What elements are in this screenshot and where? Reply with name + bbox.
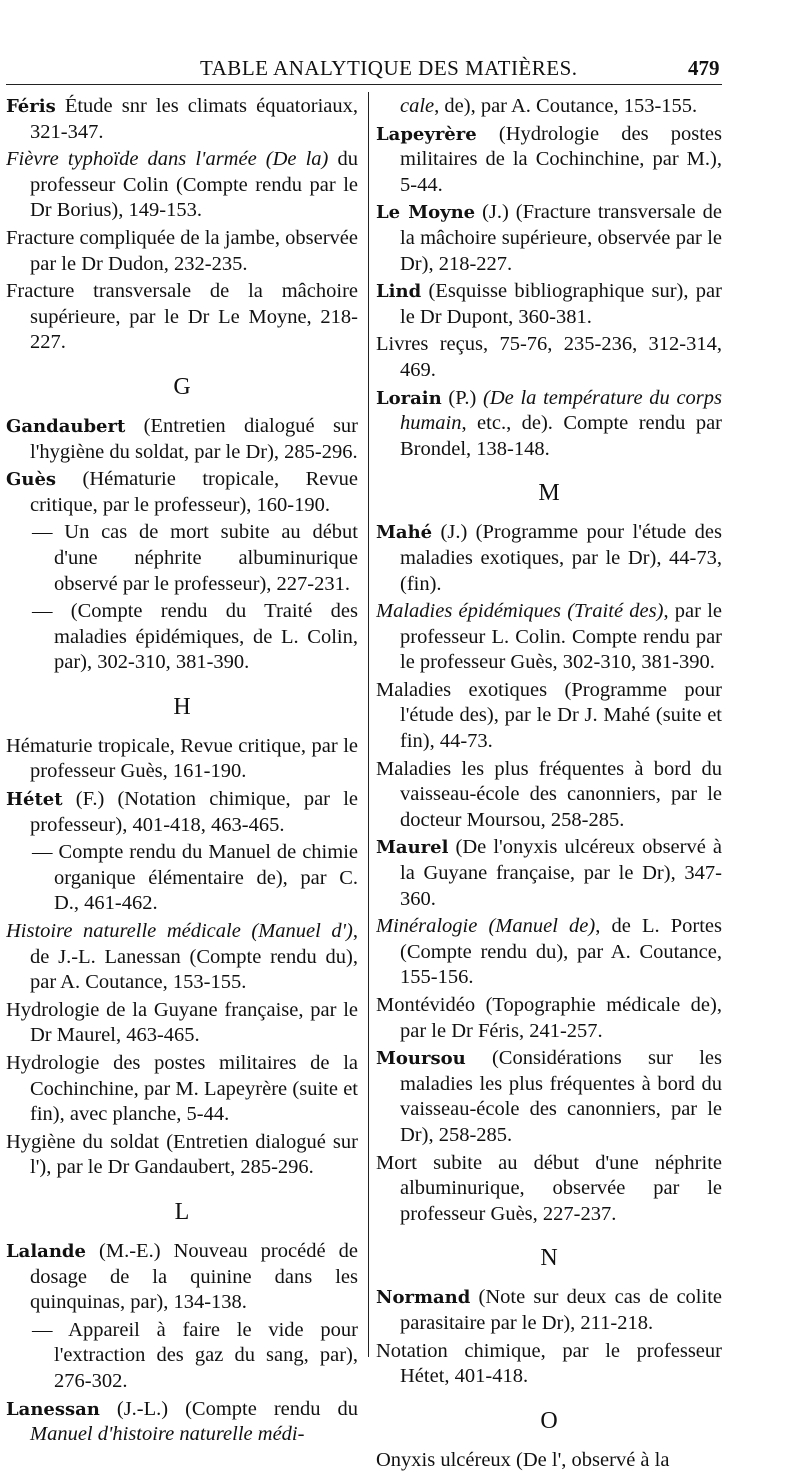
index-entry	[376, 1448, 722, 1474]
index-entry	[6, 787, 358, 838]
entry-text: , etc., de). Compte rendu par Brondel, 138-148.	[400, 412, 722, 460]
entry-text: Livres reçus, 75-76, 235-236, 312-314, 469.	[376, 333, 722, 381]
index-entry	[376, 122, 722, 199]
entry-heading: Lind	[376, 281, 422, 303]
left-column	[6, 94, 358, 1450]
entry-text: Maladies exotiques (Programme pour l'étude des), par le Dr J. Mahé (suite et fin), 44-73.	[376, 678, 722, 753]
index-entry	[376, 678, 722, 755]
index-entry	[6, 94, 358, 145]
entry-heading: Lalande	[6, 1240, 86, 1262]
index-entry	[376, 94, 722, 120]
entry-text: Mort subite au début d'une néphrite albuminurique, observée par le professeur Guès, 227-237.	[376, 1151, 722, 1225]
column-divider	[368, 92, 369, 1357]
entry-heading: Normand	[376, 1287, 471, 1309]
index-entry	[376, 1046, 722, 1148]
entry-heading: Hétet	[6, 789, 63, 811]
index-entry	[376, 200, 722, 277]
section-letter: O	[540, 1407, 558, 1434]
entry-text: Étude snr les climats équatoriaux, 321-347.	[30, 95, 358, 143]
section-letter: H	[173, 693, 191, 720]
entry-heading: Moursou	[376, 1048, 466, 1070]
entry-heading: Lanessan	[6, 1398, 100, 1420]
entry-text: Onyxis ulcéreux (De l', observé à la	[376, 1448, 670, 1471]
index-entry	[376, 835, 722, 912]
entry-heading: Lorain	[376, 387, 442, 409]
entry-text: — Appareil à faire le vide pour l'extraction des gaz du sang, par), 276-302.	[32, 1318, 358, 1392]
entry-title: Traité des maladies épidémiques	[54, 600, 358, 648]
page-number: 479	[688, 56, 720, 80]
entry-text: (P.)	[441, 386, 484, 409]
entry-text: (M.-E.) Nouveau procédé de dosage de la quinine dans les quinquinas, par), 134-138.	[30, 1239, 358, 1314]
section-letter: N	[540, 1245, 558, 1272]
entry-title: Maladies épidémiques (Traité des)	[376, 600, 664, 623]
entry-heading: Maurel	[376, 837, 449, 859]
index-entry	[376, 599, 722, 676]
index-entry	[6, 998, 358, 1049]
index-entry	[6, 279, 358, 356]
entry-text: du professeur Colin (Compte rendu par le Dr Borius), 149-153.	[30, 148, 358, 222]
entry-heading: Gandaubert	[6, 415, 126, 437]
entry-text: (Hématurie tropicale, Revue critique, par le professeur), 160-190.	[30, 468, 358, 516]
section-letter: L	[174, 1198, 190, 1225]
entry-title: cale	[400, 95, 435, 117]
index-entry	[6, 467, 358, 518]
entry-heading: Féris	[6, 96, 56, 117]
right-column	[376, 94, 722, 1475]
section-letter: M	[538, 480, 560, 507]
index-entry	[376, 1339, 722, 1390]
page-header	[0, 52, 800, 86]
index-entry	[376, 993, 722, 1044]
index-entry	[6, 919, 358, 996]
header-rule	[6, 84, 722, 85]
entry-heading: Mahé	[376, 522, 433, 544]
entry-text: , de L. Colin, par), 302-310, 381-390.	[54, 625, 358, 674]
entry-title: Fièvre typhoïde dans l'armée (De la)	[6, 148, 329, 171]
entry-text: (Entretien dialogué sur l'hygiène du soldat, par le Dr), 285-296.	[30, 414, 358, 463]
entry-heading: Le Moyne	[376, 202, 476, 224]
entry-text: — Un cas de mort subite au début d'une néphrite albuminurique observé par le professeur), 227-231.	[32, 521, 358, 595]
index-entry	[376, 757, 722, 834]
entry-text: — Compte rendu du	[32, 841, 209, 864]
entry-title: (De la température du corps humain	[400, 386, 722, 435]
index-subentry	[6, 520, 358, 597]
entry-title: Manuel de chimie organique élémentaire	[54, 841, 358, 889]
entry-title: Histoire naturelle médicale (Manuel d')	[6, 920, 353, 943]
index-entry	[6, 734, 358, 785]
index-subentry	[6, 840, 358, 917]
index-entry	[376, 332, 722, 383]
entry-text: Notation chimique, par le professeur Hétet, 401-418.	[376, 1339, 722, 1388]
entry-text: Fracture compliquée de la jambe, observée par le Dr Dudon, 232-235.	[6, 226, 358, 275]
index-entry	[6, 147, 358, 224]
entry-text: , de L. Portes (Compte rendu du), par A. Coutance, 155-156.	[400, 915, 722, 989]
index-entry	[376, 1285, 722, 1336]
entry-heading: Guès	[6, 469, 57, 491]
entry-text: (Esquisse bibliographique sur), par le Dr Dupont, 360-381.	[400, 280, 722, 328]
index-entry	[6, 226, 358, 277]
index-entry	[6, 1239, 358, 1316]
index-entry	[376, 1151, 722, 1228]
index-entry	[376, 279, 722, 330]
index-subentry	[6, 1318, 358, 1395]
entry-text: de), par C. D., 461-462.	[54, 866, 358, 915]
section-letter: G	[173, 373, 191, 400]
index-entry	[6, 1130, 358, 1181]
index-entry	[6, 1051, 358, 1128]
entry-title: Minéralogie (Manuel de)	[376, 915, 596, 938]
entry-text: Hématurie tropicale, Revue critique, par le professeur Guès, 161-190.	[6, 734, 358, 783]
entry-text: (Hydrologie des postes militaires de la Cochinchine, par M.), 5-44.	[400, 122, 722, 196]
entry-text: (F.) (Notation chimique, par le professeur), 401-418, 463-465.	[30, 788, 358, 836]
entry-text: (Considérations sur les maladies les plus fréquentes à bord du vaisseau-école des canonniers, par le Dr), 258-285.	[400, 1047, 722, 1146]
entry-text: Hygiène du soldat (Entretien dialogué sur l'), par le Dr Gandaubert, 285-296.	[6, 1130, 358, 1179]
running-title: TABLE ANALYTIQUE DES MATIÈRES.	[200, 56, 578, 80]
entry-text: (De l'onyxis ulcéreux observé à la Guyane française, par le Dr), 347-360.	[400, 836, 722, 910]
index-entry	[6, 1397, 358, 1448]
index-entry	[376, 520, 722, 597]
entry-text: Maladies les plus fréquentes à bord du vaisseau-école des canonniers, par le docteur Moursou, 258-285.	[376, 757, 722, 831]
index-entry	[6, 414, 358, 465]
index-subentry	[6, 599, 358, 676]
entry-text: (J.) (Programme pour l'étude des maladies exotiques, par le Dr), 44-73, (fin).	[400, 521, 722, 595]
entry-text: Hydrologie des postes militaires de la Cochinchine, par M. Lapeyrère (suite et fin), avec planche, 5-44.	[6, 1052, 358, 1126]
entry-text: Fracture transversale de la mâchoire supérieure, par le Dr Le Moyne, 218-227.	[6, 280, 358, 354]
entry-text: (J.) (Fracture transversale de la mâchoire supérieure, observée par le Dr), 218-227.	[400, 201, 722, 275]
entry-heading: Lapeyrère	[376, 123, 477, 145]
entry-text: — (Compte rendu du	[32, 600, 265, 623]
entry-text: Hydrologie de la Guyane française, par le Dr Maurel, 463-465.	[6, 998, 358, 1047]
entry-text: (J.-L.) (Compte rendu du	[99, 1397, 358, 1420]
entry-title: Manuel d'histoire naturelle médi-	[30, 1423, 305, 1446]
entry-text: (Note sur deux cas de colite parasitaire par le Dr), 211-218.	[400, 1286, 722, 1334]
entry-text: , par le professeur L. Colin. Compte rendu par le professeur Guès, 302-310, 381-390.	[400, 600, 722, 674]
index-entry	[376, 914, 722, 991]
index-entry	[376, 386, 722, 463]
entry-text: Montévidéo (Topographie médicale de), par le Dr Féris, 241-257.	[376, 994, 722, 1042]
entry-text: , de J.-L. Lanessan (Compte rendu du), par A. Coutance, 153-155.	[30, 920, 358, 994]
entry-text: , de), par A. Coutance, 153-155.	[434, 95, 698, 117]
